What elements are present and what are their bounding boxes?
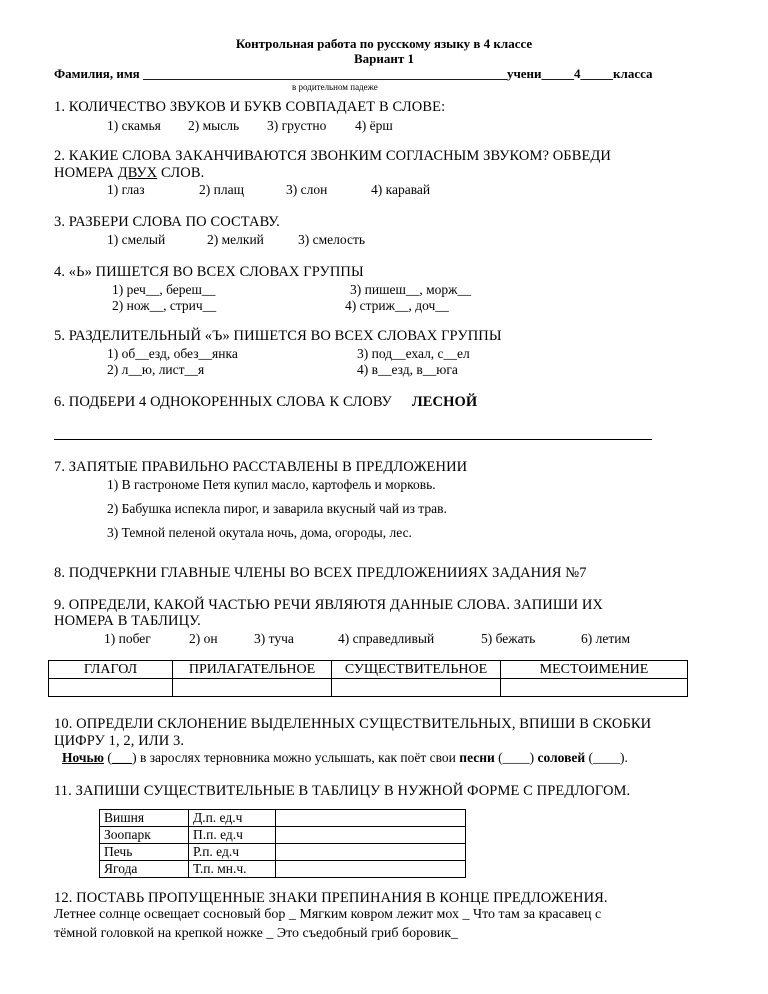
question-6: 6. ПОДБЕРИ 4 ОДНОКОРЕННЫХ СЛОВА К СЛОВУ ЛЕСНОЙ — [54, 394, 478, 410]
question-1: 1. КОЛИЧЕСТВО ЗВУКОВ И БУКВ СОВПАДАЕТ В СЛОВЕ: — [54, 99, 446, 115]
q1-option-4: 4) ёрш — [355, 118, 393, 133]
answer-cell[interactable] — [276, 827, 466, 844]
bold-noun-3: соловей — [537, 750, 586, 765]
q9-option-1: 1) побег — [104, 631, 151, 646]
variant-label: Вариант 1 — [353, 51, 415, 66]
q5-option-1: 1) об__езд, обез__янка — [107, 346, 238, 361]
q5-option-3: 3) под__ехал, с__ел — [357, 346, 470, 361]
q10-sentence: Ночью (___) в зарослях терновника можно услышать, как поёт свои песни (____) соловей (____). — [62, 750, 628, 765]
answer-cell-verb[interactable] — [49, 679, 173, 697]
answer-cell[interactable] — [276, 844, 466, 861]
question-4: 4. «Ь» ПИШЕТСЯ ВО ВСЕХ СЛОВАХ ГРУППЫ — [54, 264, 364, 280]
bold-noun-2: песни — [459, 750, 495, 765]
q2-option-3: 3) слон — [286, 182, 328, 197]
q3-option-1: 1) смелый — [107, 232, 166, 247]
question-7: 7. ЗАПЯТЫЕ ПРАВИЛЬНО РАССТАВЛЕНЫ В ПРЕДЛОЖЕНИИ — [54, 459, 468, 475]
page-title: Контрольная работа по русскому языку в 4 классе — [235, 36, 533, 51]
table-row: Вишня Д.п. ед.ч — [100, 810, 466, 827]
q9-option-3: 3) туча — [254, 631, 294, 646]
column-header-pronoun: МЕСТОИМЕНИЕ — [501, 661, 688, 679]
q12-text-line-2: тёмной головкой на крепкой ножке _ Это съедобный гриб боровик_ — [54, 926, 459, 941]
question-9-line-2: НОМЕРА В ТАБЛИЦУ. — [54, 613, 201, 629]
q1-option-1: 1) скамья — [107, 118, 161, 133]
column-header-verb: ГЛАГОЛ — [49, 661, 173, 679]
table-row: Зоопарк П.п. ед.ч — [100, 827, 466, 844]
question-9-line-1: 9. ОПРЕДЕЛИ, КАКОЙ ЧАСТЬЮ РЕЧИ ЯВЛЯЮТЯ ДАННЫЕ СЛОВА. ЗАПИШИ ИХ — [54, 597, 604, 613]
underlined-word: ДВУХ — [117, 165, 158, 181]
question-10-line-1: 10. ОПРЕДЕЛИ СКЛОНЕНИЕ ВЫДЕЛЕННЫХ СУЩЕСТВИТЕЛЬНЫХ, ВПИШИ В СКОБКИ — [54, 716, 652, 732]
q4-option-1: 1) реч__, береш__ — [112, 282, 216, 297]
column-header-noun: СУЩЕСТВИТЕЛЬНОЕ — [332, 661, 501, 679]
question-3: 3. РАЗБЕРИ СЛОВА ПО СОСТАВУ. — [54, 214, 280, 230]
q12-text-line-1: Летнее солнце освещает сосновый бор _ Мягким ковром лежит мох _ Что там за красавец с — [54, 907, 602, 922]
column-header-adjective: ПРИЛАГАТЕЛЬНОЕ — [173, 661, 332, 679]
answer-cell[interactable] — [276, 861, 466, 878]
q1-option-3: 3) грустно — [267, 118, 327, 133]
table-header-row — [49, 661, 688, 679]
name-field-hint: в родительном падеже — [292, 82, 378, 92]
q7-option-2: 2) Бабушка испекла пирог, и заварила вкусный чай из трав. — [107, 501, 447, 516]
question-11: 11. ЗАПИШИ СУЩЕСТВИТЕЛЬНЫЕ В ТАБЛИЦУ В НУЖНОЙ ФОРМЕ С ПРЕДЛОГОМ. — [54, 783, 631, 799]
question-8: 8. ПОДЧЕРКНИ ГЛАВНЫЕ ЧЛЕНЫ ВО ВСЕХ ПРЕДЛОЖЕНИИЯХ ЗАДАНИЯ №7 — [54, 565, 587, 581]
q3-option-3: 3) смелость — [298, 232, 366, 247]
q1-option-2: 2) мысль — [188, 118, 240, 133]
q9-option-6: 6) летим — [581, 631, 631, 646]
q2-option-2: 2) плащ — [199, 182, 244, 197]
parts-of-speech-table — [48, 660, 688, 697]
question-2-line-2: НОМЕРА ДВУХ СЛОВ. — [54, 165, 205, 181]
question-12: 12. ПОСТАВЬ ПРОПУЩЕННЫЕ ЗНАКИ ПРЕПИНАНИЯ В КОНЦЕ ПРЕДЛОЖЕНИЯ. — [54, 890, 608, 906]
q7-option-1: 1) В гастрономе Петя купил масло, картофель и морковь. — [107, 477, 436, 492]
answer-row — [49, 679, 688, 697]
q9-option-4: 4) справедливый — [338, 631, 435, 646]
question-10-line-2: ЦИФРУ 1, 2, ИЛИ 3. — [54, 733, 185, 749]
answer-cell-noun[interactable] — [332, 679, 501, 697]
name-field-line: Фамилия, имя ________________________________________________________учени_____4_____класса — [54, 66, 653, 81]
question-5: 5. РАЗДЕЛИТЕЛЬНЫЙ «Ъ» ПИШЕТСЯ ВО ВСЕХ СЛОВАХ ГРУППЫ — [54, 328, 502, 344]
q5-option-2: 2) л__ю, лист__я — [107, 362, 205, 377]
q9-option-5: 5) бежать — [481, 631, 536, 646]
answer-cell[interactable] — [276, 810, 466, 827]
q5-option-4: 4) в__езд, в__юга — [357, 362, 458, 377]
q2-option-4: 4) каравай — [371, 182, 431, 197]
noun-forms-table — [99, 809, 466, 878]
q4-option-3: 3) пишеш__, морж__ — [350, 282, 471, 297]
q4-option-4: 4) стриж__, доч__ — [345, 298, 449, 313]
q4-option-2: 2) нож__, стрич__ — [112, 298, 217, 313]
q2-option-1: 1) глаз — [107, 182, 145, 197]
question-2-line-1: 2. КАКИЕ СЛОВА ЗАКАНЧИВАЮТСЯ ЗВОНКИМ СОГЛАСНЫМ ЗВУКОМ? ОБВЕДИ — [54, 148, 611, 164]
target-word: ЛЕСНОЙ — [411, 394, 478, 410]
bold-noun-1: Ночью — [62, 750, 104, 765]
q7-option-3: 3) Темной пеленой окутала ночь, дома, огороды, лес. — [107, 525, 412, 540]
table-row: Печь Р.п. ед.ч — [100, 844, 466, 861]
table-row: Ягода Т.п. мн.ч. — [100, 861, 466, 878]
q9-option-2: 2) он — [189, 631, 218, 646]
answer-cell-pronoun[interactable] — [501, 679, 688, 697]
q3-option-2: 2) мелкий — [207, 232, 264, 247]
answer-cell-adjective[interactable] — [173, 679, 332, 697]
answer-line — [54, 439, 652, 440]
